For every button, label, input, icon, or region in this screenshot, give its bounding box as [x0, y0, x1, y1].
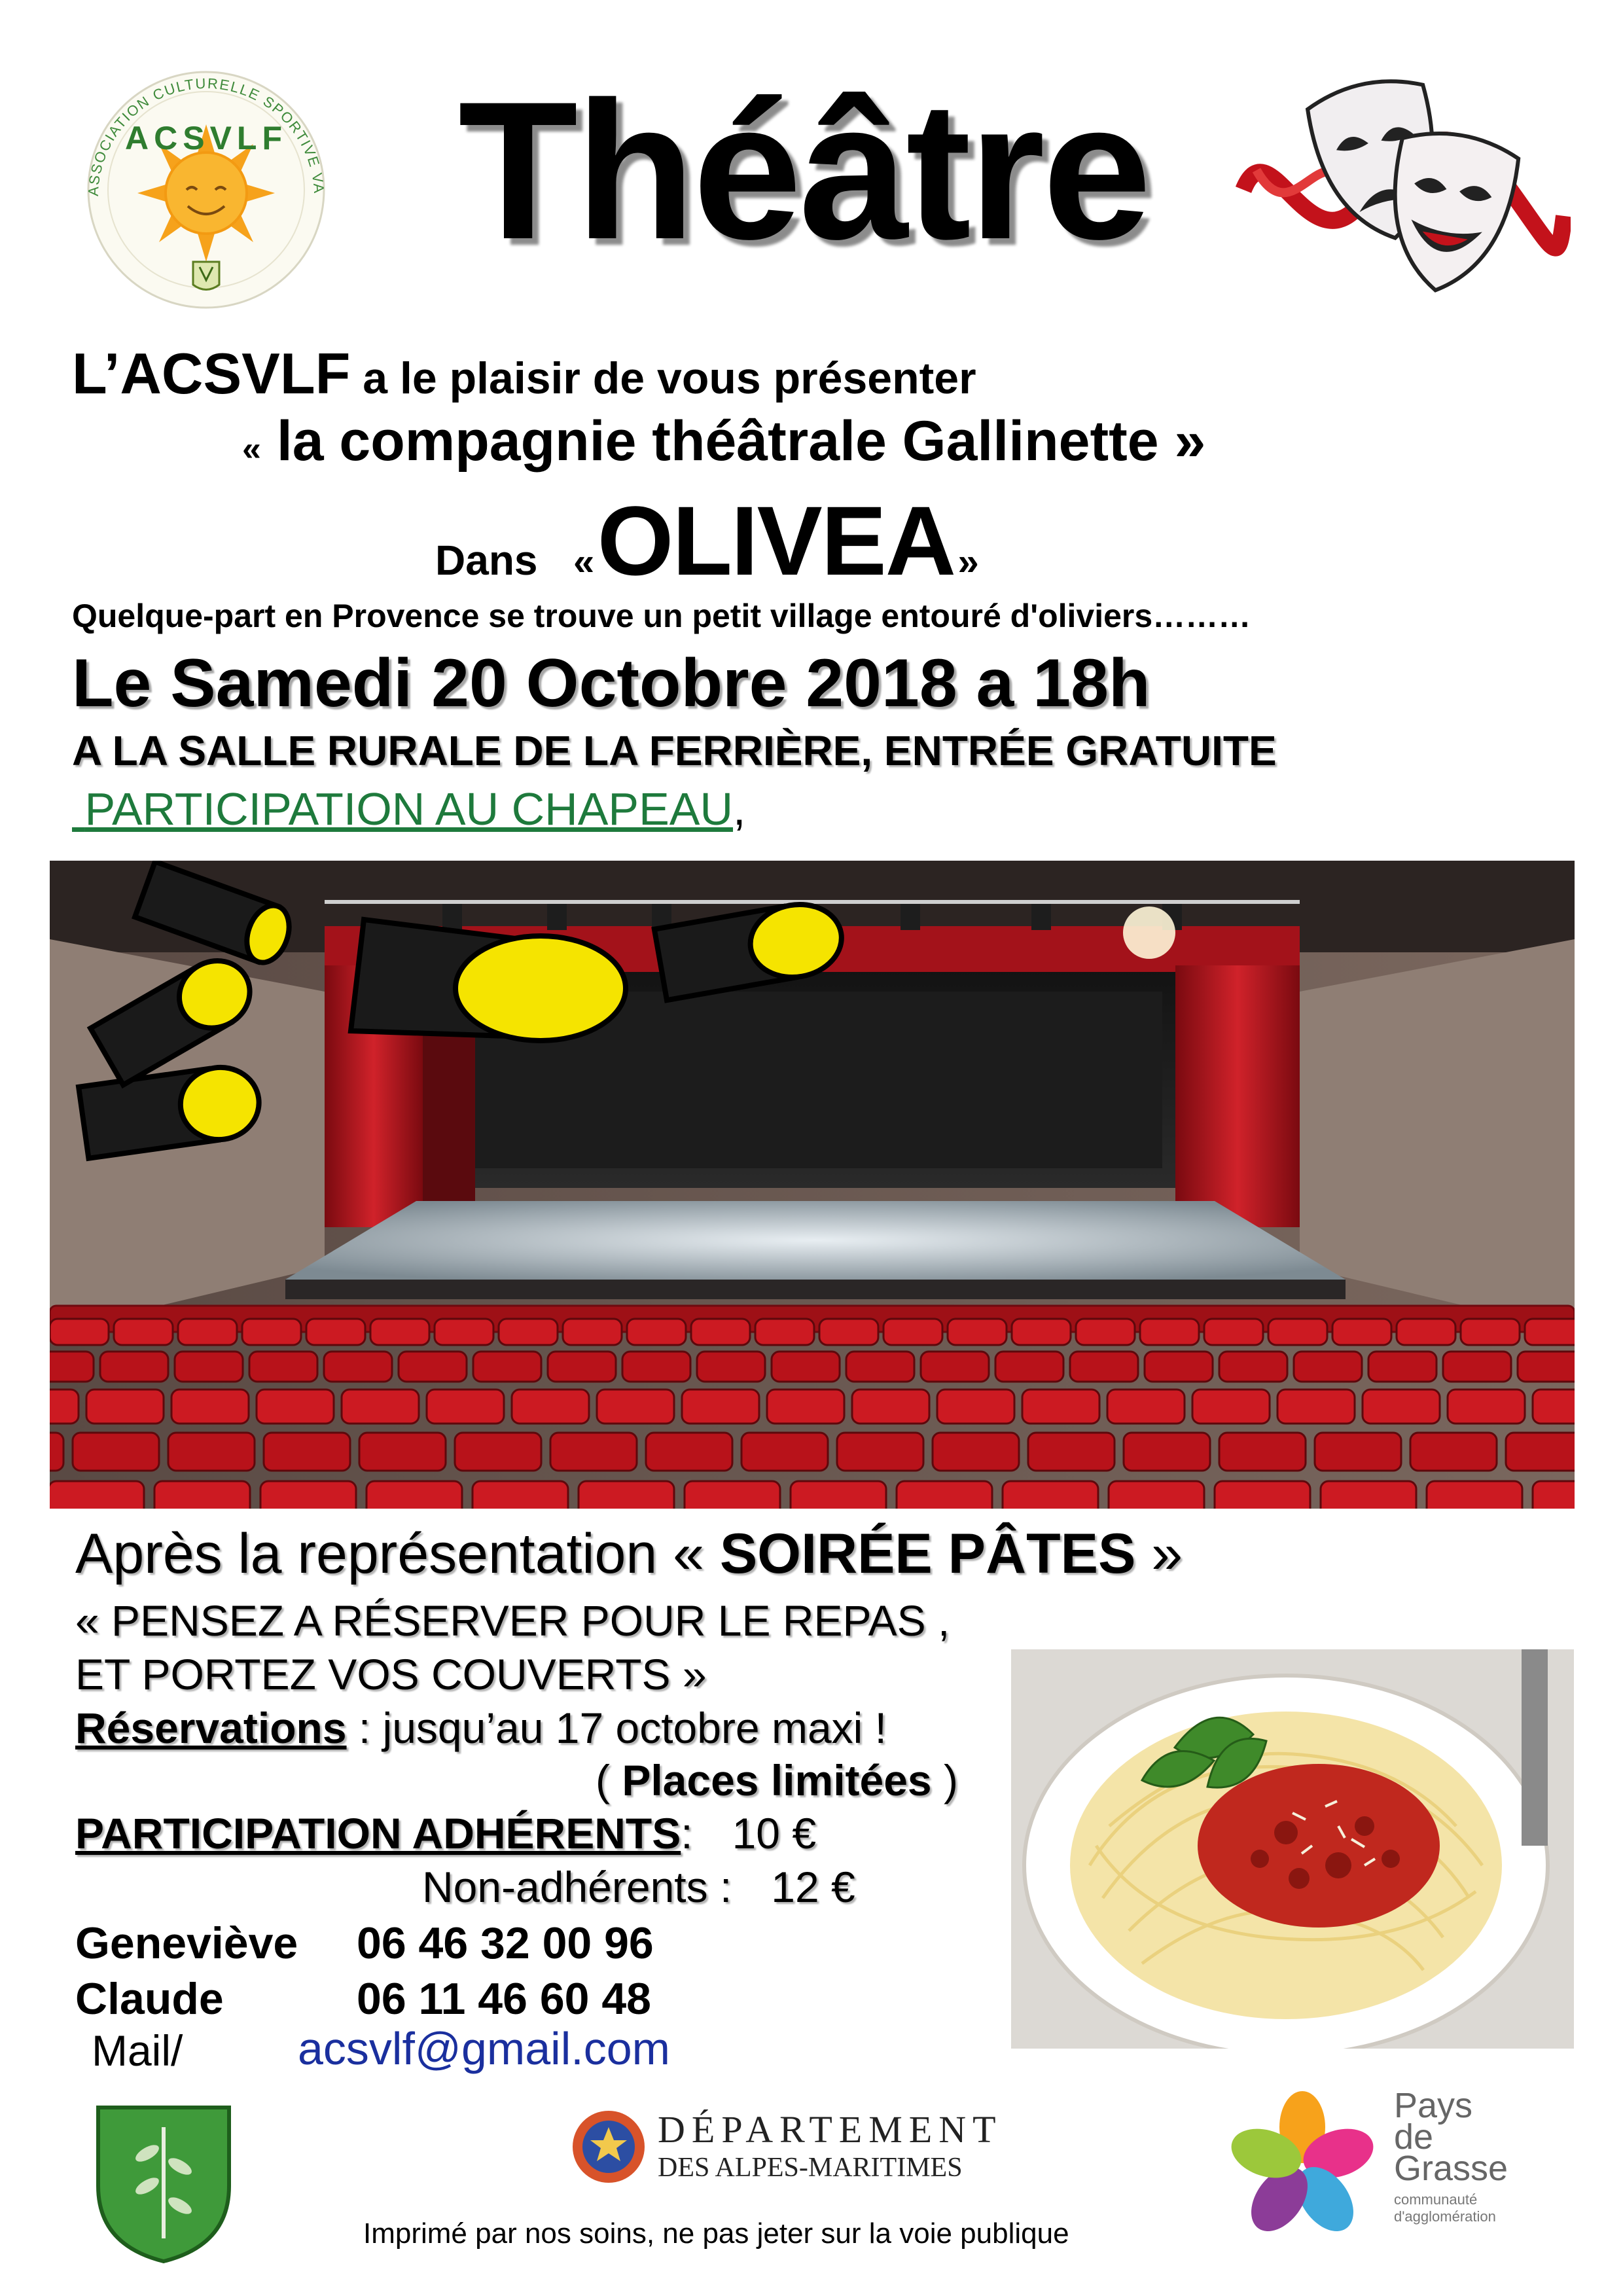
members-label: PARTICIPATION ADHÉRENTS	[75, 1809, 681, 1857]
seat	[435, 1319, 493, 1345]
seat	[1028, 1433, 1115, 1471]
seat	[1268, 1319, 1327, 1345]
seat	[921, 1352, 989, 1382]
members-price: 10 €	[732, 1809, 817, 1857]
pasta-image	[1011, 1649, 1574, 2049]
seat	[1076, 1319, 1135, 1345]
grasse-line-2: de	[1394, 2117, 1434, 2157]
departement-line-1: DÉPARTEMENT	[658, 2108, 1003, 2151]
seat	[697, 1352, 765, 1382]
venue-line: A LA SALLE RURALE DE LA FERRIÈRE, ENTRÉE GRATUITE	[72, 727, 1277, 774]
grasse-sub-1: communauté	[1394, 2191, 1478, 2208]
page-title: Théâtre	[458, 60, 1149, 280]
seat	[741, 1433, 828, 1471]
seat	[1533, 1390, 1575, 1424]
play-open-quote: «	[573, 541, 595, 583]
date-line: Le Samedi 20 Octobre 2018 a 18h	[72, 645, 1150, 721]
seat	[1533, 1481, 1575, 1509]
seat	[1215, 1481, 1310, 1509]
seat	[242, 1319, 301, 1345]
company-name: la compagnie théâtrale Gallinette »	[260, 410, 1206, 473]
seat	[1518, 1352, 1575, 1382]
mail-label: Mail/	[92, 2026, 183, 2075]
coat-of-arms-logo	[92, 2101, 236, 2265]
members-price-line	[75, 1808, 816, 1858]
seat	[933, 1433, 1019, 1471]
seat	[1219, 1352, 1287, 1382]
seat	[1461, 1319, 1520, 1345]
places-text: Places limitées	[622, 1756, 932, 1804]
seat	[1321, 1481, 1416, 1509]
intro-org: L’ACSVLF	[72, 341, 351, 406]
seat	[948, 1319, 1007, 1345]
play-title: OLIVEA	[597, 486, 955, 596]
seat	[852, 1390, 929, 1424]
seat	[1109, 1481, 1204, 1509]
nonmembers-price: 12 €	[771, 1863, 855, 1911]
seat	[455, 1433, 541, 1471]
seat	[837, 1433, 923, 1471]
reminder-line-1: « PENSEZ A RÉSERVER POUR LE REPAS ,	[75, 1596, 950, 1645]
seat	[691, 1319, 750, 1345]
seat	[370, 1319, 429, 1345]
seat	[563, 1319, 622, 1345]
seat	[1107, 1390, 1185, 1424]
seat	[249, 1352, 317, 1382]
seat	[100, 1352, 168, 1382]
seat	[50, 1390, 79, 1424]
seat	[257, 1390, 334, 1424]
seat	[1506, 1433, 1575, 1471]
seat	[1294, 1352, 1362, 1382]
seat	[1192, 1390, 1270, 1424]
seat	[154, 1481, 250, 1509]
pays-de-grasse-flower-icon	[1224, 2088, 1381, 2245]
seat	[1332, 1319, 1391, 1345]
acsvlf-logo	[69, 65, 344, 314]
play-line	[435, 484, 979, 598]
logo-ring-text: ASSOCIATION CULTURELLE SPORTIVE VA	[84, 75, 328, 197]
soiree-title: SOIRÉE PÂTES	[719, 1522, 1136, 1585]
seat	[1219, 1433, 1306, 1471]
tagline: Quelque-part en Provence se trouve un petit village entouré d'oliviers………	[72, 598, 1251, 634]
seat	[512, 1390, 589, 1424]
seat	[1022, 1390, 1099, 1424]
grasse-line-1: Pays	[1394, 2086, 1473, 2125]
reservations-line	[75, 1703, 887, 1753]
seat	[846, 1352, 914, 1382]
contact-phone-1: 06 46 32 00 96	[357, 1918, 654, 1968]
logo-acronym: ACSVLF	[125, 120, 287, 156]
places-line	[596, 1755, 958, 1805]
seat	[1443, 1352, 1511, 1382]
seat	[178, 1319, 237, 1345]
seat	[622, 1352, 690, 1382]
reminder-line-2: ET PORTEZ VOS COUVERTS »	[75, 1650, 707, 1698]
print-notice: Imprimé par nos soins, ne pas jeter sur la voie publique	[363, 2217, 1069, 2250]
theatre-hall-image	[50, 861, 1575, 1509]
mail-address[interactable]: acsvlf@gmail.com	[298, 2023, 670, 2074]
seat	[1124, 1433, 1210, 1471]
seat	[359, 1433, 446, 1471]
after-prefix: Après la représentation «	[75, 1522, 720, 1585]
contact-name-1: Geneviève	[75, 1918, 298, 1968]
seat	[473, 1481, 568, 1509]
seat	[1427, 1481, 1522, 1509]
seat	[366, 1481, 462, 1509]
pays-de-grasse-logo	[1224, 2088, 1564, 2245]
seat	[685, 1481, 780, 1509]
nonmembers-label: Non-adhérents :	[422, 1863, 732, 1911]
seat	[767, 1390, 844, 1424]
seat	[473, 1352, 541, 1382]
seat	[883, 1319, 942, 1345]
seat	[168, 1433, 255, 1471]
departement-logo	[569, 2101, 1027, 2193]
seat	[791, 1481, 886, 1509]
reservations-label: Réservations	[75, 1704, 347, 1752]
seat	[324, 1352, 392, 1382]
seat	[772, 1352, 840, 1382]
seat	[548, 1352, 616, 1382]
participation-label: PARTICIPATION AU CHAPEAU	[84, 783, 734, 834]
seat	[499, 1319, 558, 1345]
after-line	[75, 1522, 1183, 1587]
seat	[50, 1481, 144, 1509]
seat	[550, 1433, 637, 1471]
places-close: )	[931, 1756, 958, 1804]
seat	[1003, 1481, 1098, 1509]
company-line	[242, 409, 1205, 474]
seat	[1397, 1319, 1455, 1345]
places-open: (	[596, 1756, 622, 1804]
seat	[114, 1319, 173, 1345]
seat	[682, 1390, 759, 1424]
seat	[50, 1352, 94, 1382]
seat	[1448, 1390, 1525, 1424]
seat	[306, 1319, 365, 1345]
seat	[1145, 1352, 1213, 1382]
seat	[579, 1481, 674, 1509]
seat	[86, 1390, 164, 1424]
intro-text: a le plaisir de vous présenter	[350, 353, 976, 403]
departement-emblem-icon	[569, 2108, 648, 2186]
seat	[627, 1319, 686, 1345]
acsvlf-logo-graphic	[69, 65, 344, 314]
grasse-line-3: Grasse	[1394, 2149, 1508, 2188]
seat	[1363, 1390, 1440, 1424]
seat	[755, 1319, 814, 1345]
seat	[897, 1481, 992, 1509]
seat	[1070, 1352, 1138, 1382]
seat	[1140, 1319, 1199, 1345]
seat	[175, 1352, 243, 1382]
play-close-quote: »	[957, 541, 979, 583]
participation-text	[72, 783, 733, 834]
seat	[597, 1390, 674, 1424]
theatre-masks-icon	[1230, 72, 1571, 308]
seat	[50, 1433, 63, 1471]
seat	[1315, 1433, 1401, 1471]
seat	[1368, 1352, 1436, 1382]
seat	[1410, 1433, 1497, 1471]
contact-name-2: Claude	[75, 1974, 224, 2024]
seat	[260, 1481, 356, 1509]
seat	[646, 1433, 732, 1471]
seat	[1012, 1319, 1071, 1345]
contact-phone-2: 06 11 46 60 48	[357, 1974, 652, 2024]
grasse-sub-2: d'agglomération	[1394, 2208, 1496, 2225]
seat	[73, 1433, 159, 1471]
after-suffix: »	[1135, 1522, 1183, 1585]
members-sep: :	[681, 1809, 693, 1857]
participation-suffix: ,	[733, 783, 746, 834]
seat	[819, 1319, 878, 1345]
departement-line-2: DES ALPES-MARITIMES	[658, 2153, 963, 2183]
seat	[342, 1390, 419, 1424]
seat	[399, 1352, 467, 1382]
seat	[50, 1319, 109, 1345]
seat	[995, 1352, 1063, 1382]
seat	[264, 1433, 350, 1471]
seat	[427, 1390, 504, 1424]
seat	[171, 1390, 249, 1424]
seat	[1204, 1319, 1263, 1345]
nonmembers-price-line	[422, 1862, 855, 1912]
seat	[1277, 1390, 1355, 1424]
reservations-text: : jusqu’au 17 octobre maxi !	[346, 1704, 887, 1752]
intro-line	[72, 340, 976, 407]
participation-line	[72, 783, 745, 835]
play-prefix: Dans	[435, 537, 538, 584]
company-open-quote: «	[242, 430, 261, 468]
seat	[1525, 1319, 1575, 1345]
seat	[937, 1390, 1014, 1424]
